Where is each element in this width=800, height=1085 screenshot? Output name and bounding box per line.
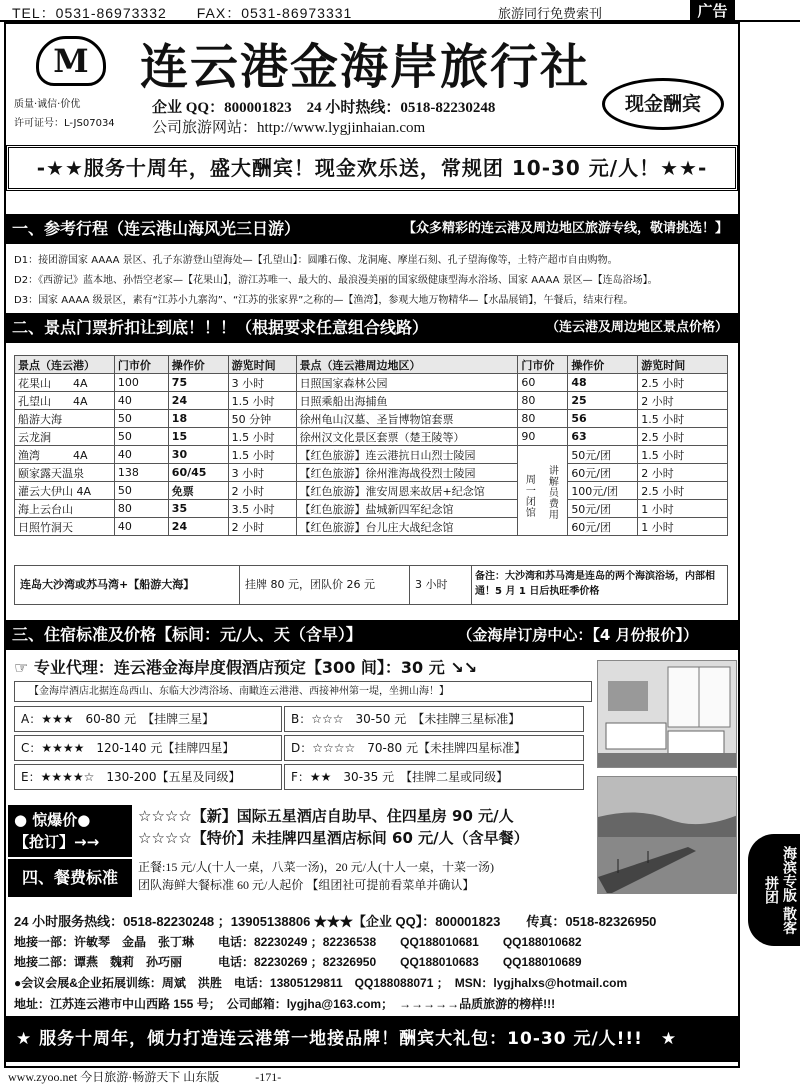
section-title: 三、住宿标准及价格【标间：元/人、天（含早）】 xyxy=(12,625,362,644)
seaside-pier-photo xyxy=(597,776,737,894)
ad-label: 广告 xyxy=(690,0,735,22)
bottom-slogan-bar: ★ 服务十周年，倾力打造连云港第一地接品牌！酬宾大礼包：10-30 元/人!!! ★ xyxy=(6,1016,738,1062)
section-title: 一、参考行程（连云港山海风光三日游） xyxy=(12,219,301,238)
table-row: 渔湾 4A 40 30 1.5 小时 【红色旅游】连云港抗日山烈士陵园 周一闭馆 讲解员费用 50元/团 1.5 小时 xyxy=(15,446,728,464)
table-row: 云龙涧 50 15 1.5 小时 徐州汉文化景区套票（楚王陵等） 90 63 2.5 小时 xyxy=(15,428,728,446)
beach-combo-row xyxy=(14,565,728,605)
section-hotel-header xyxy=(6,620,738,650)
company-logo: M xyxy=(36,36,106,86)
itinerary-day: D2：《西游记》蓝本地、孙悟空老家—【花果山】，游江苏唯一、最大的、最浪漫美丽的国家级健康型海水浴场、国家 AAAA 景区—【连岛浴场】。 xyxy=(14,275,658,286)
table-row: 海上云台山 80 35 3.5 小时 【红色旅游】盐城新四军纪念馆 50元/团 1 小时 xyxy=(15,500,728,518)
cash-reward-badge: 现金酬宾 xyxy=(602,78,724,130)
license-number: 许可证号：L-JS07034 xyxy=(14,118,115,129)
closed-monday-note: 周一闭馆 xyxy=(523,474,535,518)
hotel-price-row: C：★★★★ 120-140 元【挂牌四星】 D：☆☆☆☆ 70-80 元【未挂牌四星标准】 xyxy=(14,735,592,761)
section-title: 二、景点门票折扣让到底！！！（根据要求任意组合线路） xyxy=(12,318,429,337)
meal-standard-label: 四、餐费标准 xyxy=(8,859,132,897)
reception-dept-2: 地接二部：谭燕 魏莉 孙巧丽 电话：82230269 ；82326950 QQ188010683 QQ188010689 xyxy=(14,955,582,969)
table-row: 日照竹洞天 40 24 2 小时 【红色旅游】台儿庄大战纪念馆 60元/团 1 小时 xyxy=(15,518,728,536)
hotel-price-row: A：★★★ 60-80 元 【挂牌三星】 B：☆☆☆ 30-50 元 【未挂牌三星标准】 xyxy=(14,706,592,732)
meal-standard-text: 正餐:15 元/人(十人一桌，八菜一汤)，20 元/人(十人一桌，十菜一汤) 团队海鲜大餐标准 60 元/人起价 【组团社可提前看菜单并确认】 xyxy=(138,860,494,892)
section-note: （金海岸订房中心：【4 月份报价】） xyxy=(457,626,698,644)
meeting-contact: ●会议会展&企业拓展训练：周斌 洪胜 电话：13805129811 QQ188088071 ； MSN：lygjhalxs@hotmail.com xyxy=(14,976,628,990)
company-name: 连云港金海岸旅行社 xyxy=(140,39,591,95)
address-email: 地址：江苏连云港市中山西路 155 号； 公司邮箱：lygjha@163.com； →→→→→品质旅游的榜样!!! xyxy=(14,997,556,1011)
table-header-row: 景点（连云港） 门市价 操作价 游览时间 景点（连云港周边地区） 门市价 操作价 游览时间 xyxy=(15,356,728,374)
hotel-room-photo xyxy=(597,660,737,768)
arrow-icon: ↘↘ xyxy=(450,658,478,677)
qq-hotline: 企业 QQ：800001823 24 小时热线：0518-82230248 xyxy=(152,100,496,116)
itinerary-day: D3：国家 AAAA 级景区，素有“江苏小九寨沟”、“江苏的张家界”之称的—【渔湾】，参观大地万物精华—【水晶展销】，午餐后，结束行程。 xyxy=(14,295,634,306)
table-row: 花果山 4A 100 75 3 小时 日照国家森林公园 60 48 2.5 小时 xyxy=(15,374,728,392)
hotel-location-note: 【金海岸酒店北据连岛西山、东临大沙湾浴场、南瞰连云港港、西接神州第一堤，坐拥山海！】 xyxy=(14,681,592,702)
section-note: （连云港及周边地区景点价格） xyxy=(545,320,728,335)
page-footer: www.zyoo.net 今日旅游·畅游天下 山东版 -171- xyxy=(8,1070,282,1084)
section-note: 【众多精彩的连云港及周边地区旅游专线，敬请挑选！】 xyxy=(402,221,728,236)
table-row: 船游大海 50 18 50 分钟 徐州龟山汉墓、圣旨博物馆套票 80 56 1.5 小时 xyxy=(15,410,728,428)
service-hotline: 24 小时服务热线：0518-82230248 ；13905138806 ★★★【企业 QQ】：800001823 传真：0518-82326950 xyxy=(14,914,657,929)
guide-fee-note: 讲解员费用 xyxy=(546,465,558,520)
reception-dept-1: 地接一部：许敏琴 金晶 张丁琳 电话：82230249 ；82236538 QQ188010681 QQ188010682 xyxy=(14,935,582,949)
hot-deal-offers: ☆☆☆☆【新】国际五星酒店自助早、住四星房 90 元/人 ☆☆☆☆【特价】未挂牌四星酒店标间 60 元/人（含早餐） xyxy=(138,807,529,847)
section-tickets-header xyxy=(6,313,738,343)
beach-price: 挂牌 80 元，团队价 26 元 xyxy=(240,566,410,604)
hotel-price-row: E：★★★★☆ 130-200【五星及同级】 F：★★ 30-35 元 【挂牌二星或同级】 xyxy=(14,764,592,790)
table-row: 孔望山 4A 40 24 1.5 小时 日照乘船出海捕鱼 80 25 2 小时 xyxy=(15,392,728,410)
anniversary-banner: -★★服务十周年，盛大酬宾！现金欢乐送，常规团 10-30 元/人！★★- xyxy=(6,145,738,191)
seaside-group-tab: 海滨专版 散客拼团 xyxy=(748,834,800,946)
closed-guide-cell xyxy=(518,446,568,536)
beach-name: 连岛大沙湾或苏马湾+【船游大海】 xyxy=(15,566,240,604)
free-copy-text: 旅游同行免费索刊 xyxy=(498,7,603,22)
ticket-price-table xyxy=(14,355,728,536)
beach-time: 3 小时 xyxy=(410,566,472,604)
website[interactable]: 公司旅游网站：http://www.lygjinhaian.com xyxy=(152,120,426,136)
table-row: 灌云大伊山 4A 50 免票 2 小时 【红色旅游】淮安周恩来故居+纪念馆 100元/团 2.5 小时 xyxy=(15,482,728,500)
beach-note: 备注：大沙湾和苏马湾是连岛的两个海滨浴场，内部相通！5 月 1 日后执旺季价格 xyxy=(475,571,715,597)
hotel-agent-line: ☞ 专业代理：连云港金海岸度假酒店预定【300 间】：30 元 ↘↘ xyxy=(14,658,478,677)
top-bar xyxy=(0,0,800,22)
table-row: 颐家露天温泉 138 60/45 3 小时 【红色旅游】徐州淮海战役烈士陵园 60元/团 2 小时 xyxy=(15,464,728,482)
quality-slogan: 质量·诚信·价优 xyxy=(14,99,81,110)
hot-deal-label: ● 惊爆价● 【抢订】→→ xyxy=(8,805,132,857)
section-itinerary-header xyxy=(6,214,738,244)
itinerary-day: D1：接团游国家 AAAA 景区、孔子东游登山望海处—【孔望山】：圆雕石像、龙洞庵、摩崖石刻、孔子望海像等，土特产超市自由购物。 xyxy=(14,255,618,266)
hand-icon: ☞ xyxy=(14,658,29,677)
tel-fax: TEL：0531-86973332 FAX：0531-86973331 xyxy=(12,5,353,21)
